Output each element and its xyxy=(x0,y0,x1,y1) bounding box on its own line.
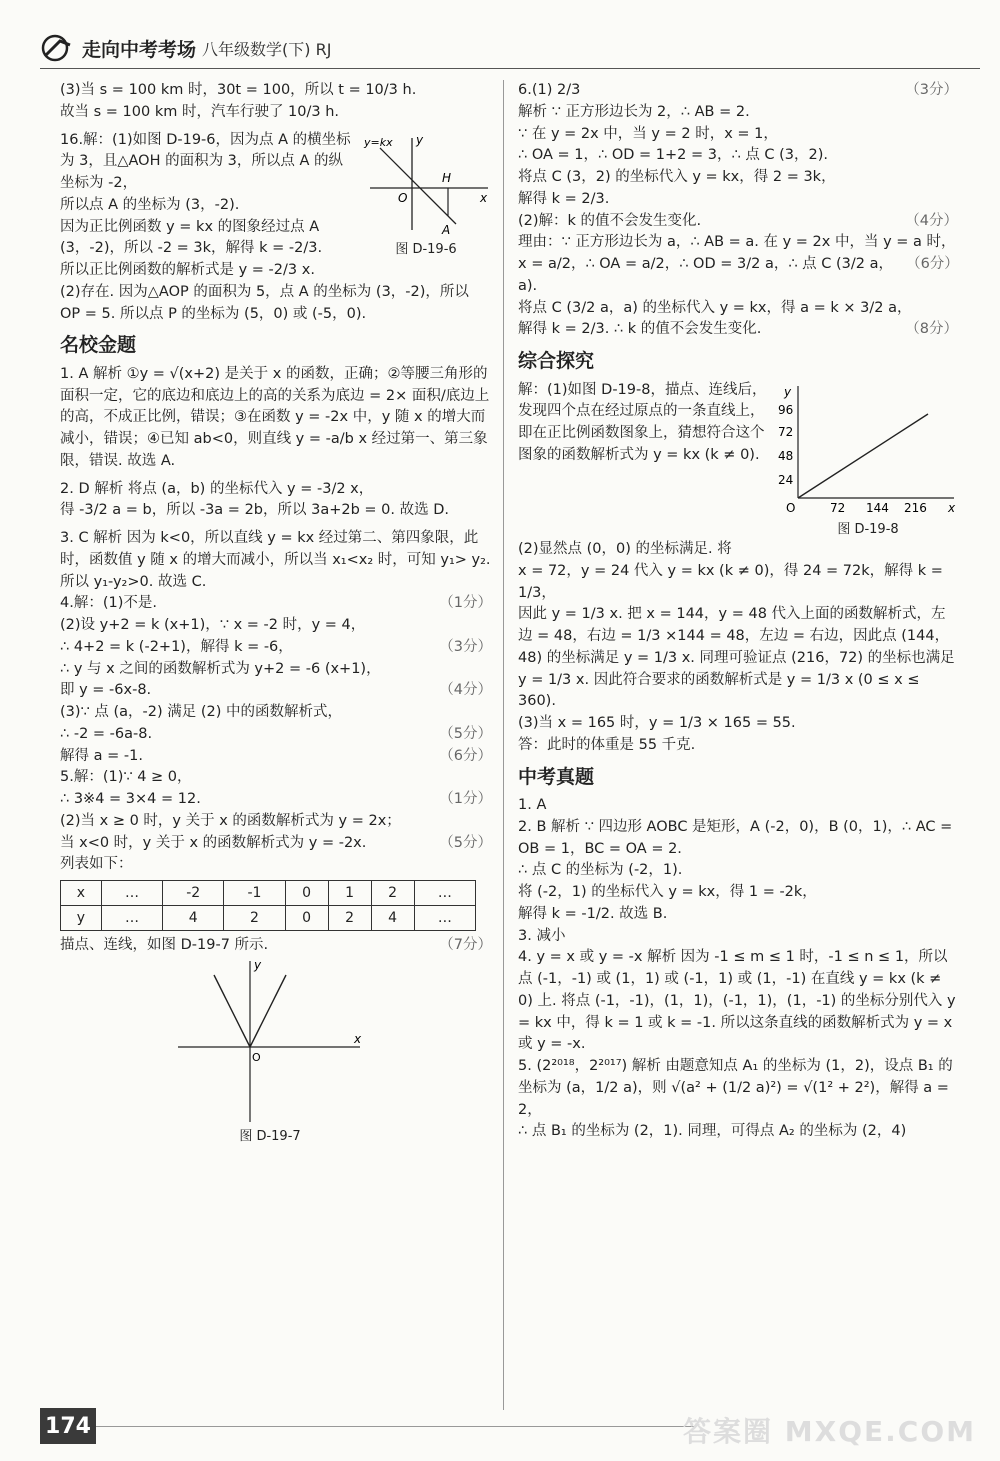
text-line: 16.解：(1)如图 D-19-6，因为点 A 的横坐标为 3，且△AOH 的面积为 3，所以点 A 的纵坐标为 -2， xyxy=(60,131,351,191)
q4-block xyxy=(60,593,492,767)
scored-line xyxy=(60,854,492,876)
scored-line xyxy=(60,659,492,681)
scored-line xyxy=(60,637,492,659)
scored-line xyxy=(60,767,492,789)
text-line: 即 y = -6x-8. xyxy=(60,682,152,699)
fig6-line-label: y=kx xyxy=(364,135,393,149)
score: （5分） xyxy=(439,834,492,851)
text-line: ∴ 3※4 = 3×4 = 12. xyxy=(60,791,201,807)
fig8-xtick: 144 xyxy=(866,500,889,515)
score: （6分） xyxy=(439,747,492,764)
score: （3分） xyxy=(439,638,492,655)
score: （4分） xyxy=(905,212,958,229)
text-line: 5.解：(1)∵ 4 ≥ 0， xyxy=(60,769,192,786)
text-line: ∴ OA = 1，∴ OD = 1+2 = 3，∴ 点 C (3，2). xyxy=(518,147,829,164)
score: （1分） xyxy=(439,595,492,612)
scored-line xyxy=(60,789,492,811)
text-line: 4.解：(1)不是. xyxy=(60,595,157,612)
text-line: ∴ 点 C 的坐标为 (-2，1). xyxy=(518,862,683,879)
fig8-ytick: 24 xyxy=(778,472,794,487)
text-line: 3. 减小 xyxy=(518,927,566,944)
scored-line xyxy=(60,593,492,615)
table-cell: 2 xyxy=(371,881,414,906)
table-cell: y xyxy=(61,906,102,931)
text-line: (3)∵ 点 (a，-2) 满足 (2) 中的函数解析式， xyxy=(60,704,343,720)
scored-line xyxy=(518,211,958,233)
fig6-y-label: y xyxy=(416,132,424,147)
header xyxy=(40,28,980,69)
text-line: 4. y = x 或 y = -x 解析 因为 -1 ≤ m ≤ 1 时，-1 ≤ n ≤ 1，所以点 (-1，-1) 或 (1，1) 或 (-1，1) 或 (1，-1) 在直线 y = kx (k ≠ 0) 上. 将点 (-1，-1)，(1，1)，(-1，1)，(1，-1) 的坐标分别代入 y = kx 中，得 k = 1 或 k = -1. 所以这条直线的函数解析式为 y = x 或 y = -x. xyxy=(518,949,956,1053)
text-line: 所以点 A 的坐标为 (3，-2). xyxy=(60,196,240,213)
table-cell: … xyxy=(414,906,475,931)
score: （7分） xyxy=(439,937,492,953)
scored-line xyxy=(518,298,958,320)
table-cell: 0 xyxy=(285,881,328,906)
text-line: (3)当 s = 100 km 时，30t = 100，所以 t = 10/3 h. xyxy=(60,82,417,98)
text-line: 2. B 解析 ∵ 四边形 AOBC 是矩形，A (-2，0)，B (0，1)，∴ AC = OB = 1，BC = OA = 2. xyxy=(518,818,953,857)
text-line: 答：此时的体重是 55 千克. xyxy=(518,736,696,753)
text-line: 当 x<0 时，y 关于 x 的函数解析式为 y = -2x. xyxy=(60,834,367,851)
table-cell: 4 xyxy=(371,906,414,931)
text-line: x = a/2，∴ OA = a/2，∴ OD = 3/2 a，∴ 点 C (3/2 a，a). xyxy=(518,256,893,294)
fig6-h-label: H xyxy=(442,170,452,185)
text-line: ∴ -2 = -6a-8. xyxy=(60,725,153,742)
fig7-caption: 图 D-19-7 xyxy=(239,1128,301,1144)
q5-end xyxy=(60,935,492,957)
scored-line xyxy=(518,145,958,167)
fig8-y-label: y xyxy=(784,384,792,399)
scored-line xyxy=(60,615,492,637)
fig7-o-label: O xyxy=(252,1050,261,1064)
fig8-xtick: 216 xyxy=(904,500,927,515)
scored-line xyxy=(518,189,958,211)
scored-line xyxy=(518,167,958,189)
fig8-x-label: x xyxy=(948,500,956,515)
text-line: 解：(1)如图 D-19-8，描点、连线后，发现四个点在经过原点的一条直线上，即在正比例函数图象上，猜想符合这个图象的函数解析式为 y = kx (k ≠ 0). xyxy=(518,381,767,463)
scored-line xyxy=(518,102,958,124)
section-title: 中考真题 xyxy=(518,765,595,788)
text-line: 1. A 解析 ①y = √(x+2) 是关于 x 的函数，正确；②等腰三角形的面积一定，它的底边和底边上的高的关系为底边 = 2× 面积/底边上的高，不成正比例，错误；③在函数 y = -2x 中，y 随 x 的增大而减小，错误；④已知 ab<0，则直线 y = -a/b x 经过第一、第三象限，错误. 故选 A. xyxy=(60,365,490,469)
watermark: 答案圈 MXQE.COM xyxy=(683,1415,976,1448)
q5-block xyxy=(60,767,492,876)
text-line: 5. (2²⁰¹⁸，2²⁰¹⁷) 解析 由题意知点 A₁ 的坐标为 (1，2)，设点 B₁ 的坐标为 (a，1/2 a)，则 √(a² + (1/2 a)²) = √(1² + 2²)，解得 a = 2， xyxy=(518,1058,953,1118)
scored-line xyxy=(518,124,958,146)
table-cell: 1 xyxy=(328,881,371,906)
score: （4分） xyxy=(439,682,492,699)
text-line: 将 (-2，1) 的坐标代入 y = kx，得 1 = -2k， xyxy=(518,884,817,900)
text-line: (3)当 x = 165 时，y = 1/3 × 165 = 55. xyxy=(518,715,796,731)
fig7-x-label: x xyxy=(354,1031,362,1046)
q6-block xyxy=(518,80,958,341)
page-number: 174 xyxy=(40,1408,96,1444)
scored-line xyxy=(518,319,958,341)
table-cell: 4 xyxy=(163,906,224,931)
text-line: 描点、连线，如图 D-19-7 所示. xyxy=(60,937,269,953)
table-cell: -1 xyxy=(224,881,285,906)
section-title: 名校金题 xyxy=(60,334,137,357)
header-subtitle: 八年级数学(下) RJ xyxy=(202,39,332,59)
fig6-caption: 图 D-19-6 xyxy=(395,241,457,257)
text-line: 因为正比例函数 y = kx 的图象经过点 A (3，-2)，所以 -2 = 3k，解得 k = -2/3. xyxy=(60,218,323,257)
text-line: (2)显然点 (0，0) 的坐标满足. 将 xyxy=(518,541,732,557)
text-line: 所以正比例函数的解析式是 y = -2/3 x. xyxy=(60,262,315,278)
table-cell: -2 xyxy=(163,881,224,906)
logo-icon xyxy=(40,33,76,63)
text-line: (2)当 x ≥ 0 时，y 关于 x 的函数解析式为 y = 2x； xyxy=(60,812,401,829)
figure-d19-6 xyxy=(360,130,492,261)
scored-line xyxy=(518,80,958,102)
footer-line xyxy=(96,1426,696,1427)
brand: 走向中考考场 xyxy=(82,38,197,61)
text-line: 将点 C (3/2 a，a) 的坐标代入 y = kx，得 a = k × 3/2 a， xyxy=(518,299,912,316)
figure-d19-8 xyxy=(778,380,958,540)
text-line: (2)设 y+2 = k (x+1)，∵ x = -2 时，y = 4， xyxy=(60,617,366,633)
q16-block xyxy=(60,130,492,261)
table-cell: 0 xyxy=(285,906,328,931)
z-block xyxy=(518,380,958,540)
right-column xyxy=(518,80,958,1143)
scored-line xyxy=(518,254,958,298)
table-cell: 2 xyxy=(328,906,371,931)
text-line: ∵ 在 y = 2x 中，当 y = 2 时，x = 1， xyxy=(518,125,778,142)
score: （5分） xyxy=(439,725,492,742)
scored-line xyxy=(518,232,958,254)
fig7-y-label: y xyxy=(254,957,262,972)
text-line: 解得 a = -1. xyxy=(60,747,143,764)
fig6-o-label: O xyxy=(398,190,408,205)
text-line: 1. A xyxy=(518,797,547,813)
scored-line xyxy=(60,680,492,702)
column-divider xyxy=(503,80,504,1410)
fig8-ytick: 72 xyxy=(778,424,794,439)
text-line: ∴ 4+2 = k (-2+1)，解得 k = -6， xyxy=(60,638,293,655)
score: （1分） xyxy=(439,791,492,807)
fig8-ytick: 96 xyxy=(778,402,794,417)
text-line: 3. C 解析 因为 k<0，所以直线 y = kx 经过第二、第四象限，此时，函数值 y 随 x 的增大而减小，所以当 x₁<x₂ 时，可知 y₁> y₂. 所以 y₁-y₂>0. 故选 C. xyxy=(60,530,491,590)
score: （8分） xyxy=(905,321,958,338)
value-table xyxy=(60,880,476,931)
table-cell: … xyxy=(414,881,475,906)
fig8-ytick: 48 xyxy=(778,448,794,463)
text-line: (2)解：k 的值不会发生变化. xyxy=(518,212,702,229)
table-cell: 2 xyxy=(224,906,285,931)
text-line: ∴ y 与 x 之间的函数解析式为 y+2 = -6 (x+1)， xyxy=(60,660,381,677)
fig8-xtick: 72 xyxy=(830,500,846,515)
text-line: 将点 C (3，2) 的坐标代入 y = kx，得 2 = 3k， xyxy=(518,169,836,185)
fig6-a-label: A xyxy=(442,222,451,237)
figure-d19-7 xyxy=(170,957,370,1147)
text-line: 6.(1) 2/3 xyxy=(518,82,581,98)
table-cell: x xyxy=(61,881,102,906)
scored-line xyxy=(60,811,492,833)
text-line: ∴ 点 B₁ 的坐标为 (2，1). 同理，可得点 A₂ 的坐标为 (2，4) xyxy=(518,1123,907,1140)
score: （6分） xyxy=(906,256,959,272)
left-column xyxy=(60,80,492,1146)
text-line: x = 72，y = 24 代入 y = kx (k ≠ 0)，得 24 = 72k，解得 k = 1/3， xyxy=(518,562,943,601)
text-line: 故当 s = 100 km 时，汽车行驶了 10/3 h. xyxy=(60,103,340,120)
zk-block xyxy=(518,795,958,1143)
text-line: 因此 y = 1/3 x. 把 x = 144，y = 48 代入上面的函数解析式，左边 = 48，右边 = 1/3 ×144 = 48，左边 = 右边，因此点 (144，48) 的坐标满足 y = 1/3 x. 同理可验证点 (216，72) 的坐标也满足 y = 1/3 x. 因此符合要求的函数解析式是 y = 1/3 x (0 ≤ x ≤ 360). xyxy=(518,606,955,710)
text-line: 列表如下： xyxy=(60,856,133,873)
text-line: 解得 k = 2/3. xyxy=(518,190,610,207)
text-line: 2. D 解析 将点 (a，b) 的坐标代入 y = -3/2 x， xyxy=(60,480,374,497)
fig8-o-label: O xyxy=(786,500,796,515)
text-line: 解得 k = -1/2. 故选 B. xyxy=(518,905,668,922)
score: （3分） xyxy=(905,82,958,98)
table-cell: … xyxy=(101,881,162,906)
scored-line xyxy=(60,702,492,724)
text-line: 解得 k = 2/3. ∴ k 的值不会发生变化. xyxy=(518,321,762,338)
table-cell: … xyxy=(101,906,162,931)
fig8-caption: 图 D-19-8 xyxy=(837,521,899,537)
section-title: 综合探究 xyxy=(518,350,595,372)
text-line: 解析 ∵ 正方形边长为 2，∴ AB = 2. xyxy=(518,103,750,120)
text-line: 理由：∵ 正方形边长为 a，∴ AB = a. 在 y = 2x 中，当 y = a 时， xyxy=(518,234,956,251)
text-line: (2)存在. 因为△AOP 的面积为 5，点 A 的坐标为 (3，-2)，所以 OP = 5. 所以点 P 的坐标为 (5，0) 或 (-5，0). xyxy=(60,283,469,322)
scored-line xyxy=(60,746,492,768)
text-line: 得 -3/2 a = b，所以 -3a = 2b，所以 3a+2b = 0. 故选 D. xyxy=(60,502,449,519)
fig6-x-label: x xyxy=(480,190,488,205)
scored-line xyxy=(60,833,492,855)
scored-line xyxy=(60,724,492,746)
